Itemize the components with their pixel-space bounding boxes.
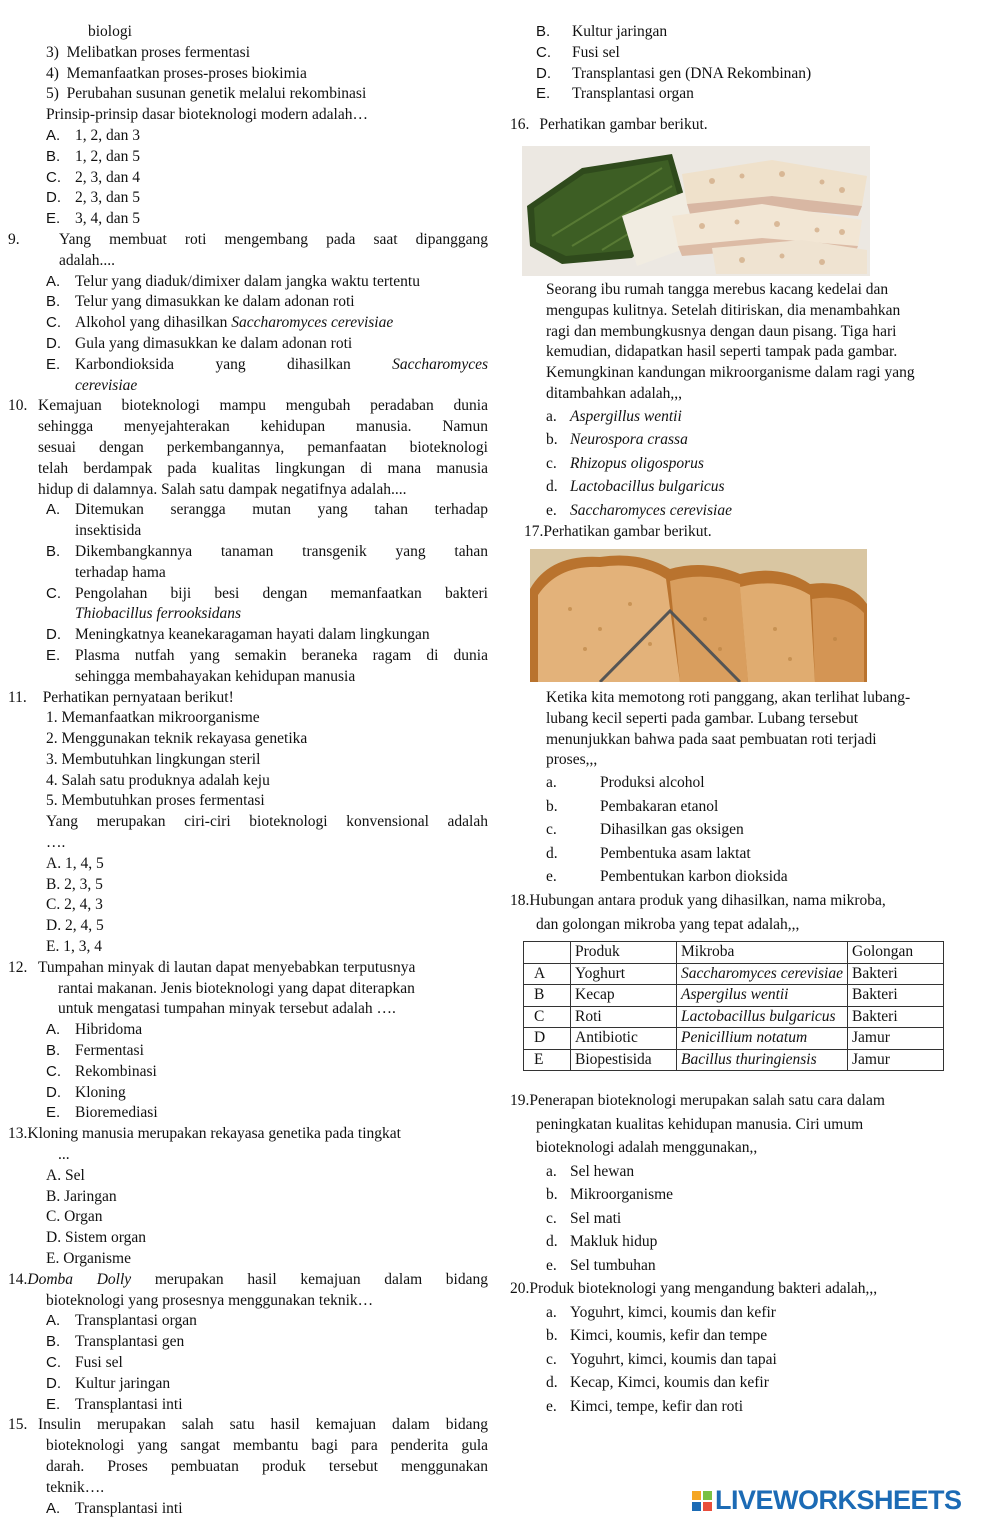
- q9-option-b[interactable]: [8, 292, 490, 313]
- q19-option-c[interactable]: [510, 1207, 980, 1231]
- table-cell: Antibiotic: [571, 1028, 677, 1050]
- table-row[interactable]: [524, 985, 944, 1007]
- q19-option-a[interactable]: [510, 1160, 980, 1184]
- option-letter: c.: [546, 821, 557, 839]
- q14-line: merupakan hasil kemajuan dalam bidang: [131, 1270, 488, 1288]
- option-species: cerevisiae: [75, 376, 138, 394]
- option-letter: B.: [46, 147, 61, 165]
- option-letter: A.: [46, 1021, 61, 1039]
- q8-item: 3) Melibatkan proses fermentasi: [46, 43, 251, 61]
- q10-line: hidup di dalamnya. Salah satu dampak negatifnya adalah....: [38, 480, 407, 498]
- q12-option-a[interactable]: [8, 1020, 490, 1041]
- q8-option-c[interactable]: [8, 168, 490, 189]
- q14-option-a[interactable]: [8, 1311, 490, 1332]
- option-letter: D.: [46, 1083, 61, 1101]
- q13-option[interactable]: A. Sel: [46, 1166, 85, 1184]
- q15-option-e[interactable]: [510, 84, 980, 105]
- q15-line: darah. Proses pembuatan produk tersebut menggunakan: [46, 1457, 488, 1475]
- option-letter: B.: [46, 293, 61, 311]
- option-letter: B.: [46, 542, 61, 560]
- table-cell: Jamur: [848, 1049, 944, 1071]
- q16-line: Seorang ibu rumah tangga merebus kacang kedelai dan: [546, 280, 889, 298]
- q11-option[interactable]: A. 1, 4, 5: [46, 854, 104, 872]
- q10-line: sesuai dengan perkembangannya, pemanfaatan bioteknologi: [38, 438, 488, 456]
- option-letter: b.: [546, 431, 558, 449]
- option-text: Pembentuka asam laktat: [600, 844, 751, 862]
- q10-line: Kemajuan bioteknologi mampu mengubah peradaban dunia: [38, 397, 488, 415]
- q9-line: Yang membuat roti mengembang pada saat dipanggang: [59, 230, 488, 248]
- q13-stem: [8, 1124, 490, 1145]
- q17-option-a[interactable]: [510, 771, 980, 795]
- q16-line: ragi dan membungkusnya dengan daun pisang. Tiga hari: [546, 322, 897, 340]
- option-letter: a.: [546, 774, 557, 792]
- option-letter: A.: [46, 1312, 61, 1330]
- option-text: Kimci, koumis, kefir dan tempe: [570, 1327, 768, 1345]
- option-text: Sel hewan: [570, 1162, 635, 1180]
- q8-option-d[interactable]: [8, 188, 490, 209]
- table-row[interactable]: [524, 963, 944, 985]
- option-species: Saccharomyces cerevisiae: [231, 314, 394, 332]
- q15-option-b[interactable]: [510, 22, 980, 43]
- q18-stem: [510, 891, 980, 912]
- option-letter: c.: [546, 1209, 557, 1227]
- option-letter: D.: [46, 189, 61, 207]
- table-cell-species: Bacillus thuringiensis: [681, 1050, 817, 1068]
- option-letter: a.: [546, 1303, 557, 1321]
- option-letter: D.: [46, 334, 61, 352]
- q8-option-e[interactable]: [8, 209, 490, 230]
- table-cell: C: [524, 1006, 571, 1028]
- question-number: 16.: [510, 116, 530, 134]
- q9-stem: [8, 230, 490, 251]
- option-letter: A.: [46, 1499, 61, 1517]
- option-letter: d.: [546, 1233, 558, 1251]
- q8-option-b[interactable]: [8, 147, 490, 168]
- q11-statement: 3. Membutuhkan lingkungan steril: [46, 750, 261, 768]
- option-text: Dikembangkannya tanaman transgenik yang tahan: [75, 542, 488, 560]
- toast-illustration: [530, 549, 867, 682]
- q8-cont: biologi: [88, 23, 132, 40]
- table-header: Golongan: [848, 942, 944, 964]
- q9-option-a[interactable]: [8, 272, 490, 293]
- table-cell: Roti: [571, 1006, 677, 1028]
- option-text: Dihasilkan gas oksigen: [600, 821, 744, 839]
- q14-option-d[interactable]: [8, 1374, 490, 1395]
- option-text: insektisida: [75, 522, 142, 540]
- option-text: Kloning: [75, 1083, 126, 1101]
- q16-option-d[interactable]: [510, 475, 980, 499]
- q11-option[interactable]: B. 2, 3, 5: [46, 875, 103, 893]
- option-text: Meningkatnya keanekaragaman hayati dalam lingkungan: [75, 626, 430, 644]
- q15-option-d[interactable]: [510, 64, 980, 85]
- option-text: Sel tumbuhan: [570, 1256, 656, 1274]
- option-letter: C.: [536, 43, 551, 61]
- q11-statement: 4. Salah satu produknya adalah keju: [46, 771, 270, 789]
- table-row[interactable]: [524, 1049, 944, 1071]
- option-text: Hibridoma: [75, 1021, 143, 1039]
- q10-option-a[interactable]: [8, 500, 490, 542]
- table-cell: Jamur: [848, 1028, 944, 1050]
- q20-option-b[interactable]: [510, 1324, 980, 1348]
- table-cell: Bakteri: [848, 1006, 944, 1028]
- table-cell: A: [524, 963, 571, 985]
- option-letter: b.: [546, 1327, 558, 1345]
- q12-option-b[interactable]: [8, 1041, 490, 1062]
- option-text: Bioremediasi: [75, 1104, 158, 1122]
- q18-line: Hubungan antara produk yang dihasilkan, nama mikroba,: [529, 891, 886, 909]
- q11-title-text: Perhatikan pernyataan berikut!: [42, 688, 234, 706]
- question-number: 14.: [8, 1270, 28, 1288]
- option-letter: d.: [546, 478, 558, 496]
- q8-option-a[interactable]: [8, 126, 490, 147]
- option-text: Sel mati: [570, 1209, 622, 1227]
- q17-line: proses,,,: [546, 751, 598, 769]
- q17-option-c[interactable]: [510, 818, 980, 842]
- option-text: sehingga membahayakan kehidupan manusia: [75, 667, 356, 685]
- q13-line: ...: [58, 1146, 70, 1164]
- q17-text: [510, 688, 980, 771]
- q18-table: [523, 941, 944, 1071]
- option-letter: A.: [46, 272, 61, 290]
- option-text: terhadap hama: [75, 563, 166, 581]
- q20-option-c[interactable]: [510, 1348, 980, 1372]
- q20-option-d[interactable]: [510, 1371, 980, 1395]
- q16-title-text: Perhatikan gambar berikut.: [539, 116, 708, 134]
- option-letter: e.: [546, 1256, 557, 1274]
- q14-stem: [8, 1270, 490, 1291]
- q15-line: teknik….: [46, 1478, 105, 1496]
- table-header: Mikroba: [677, 942, 848, 964]
- option-letter: e.: [546, 868, 557, 886]
- option-letter: a.: [546, 1162, 557, 1180]
- table-row[interactable]: [524, 1006, 944, 1028]
- option-letter: D.: [46, 626, 61, 644]
- option-letter: D.: [46, 1374, 61, 1392]
- q14-species: Domba Dolly: [27, 1270, 132, 1288]
- option-species: Thiobacillus ferrooksidans: [75, 605, 242, 623]
- option-text: Telur yang diaduk/dimixer dalam jangka waktu tertentu: [75, 272, 420, 290]
- q19-option-e[interactable]: [510, 1254, 980, 1278]
- option-text: Transplantasi inti: [75, 1499, 183, 1517]
- option-text: Fusi sel: [572, 43, 620, 61]
- q20-stem: [510, 1277, 980, 1301]
- left-column: [8, 22, 490, 1519]
- logo-text: LIVEWORKSHEETS: [715, 1485, 962, 1515]
- table-cell-species: Aspergilus wentii: [681, 986, 789, 1004]
- q20-line: Produk bioteknologi yang mengandung bakteri adalah,,,: [529, 1280, 878, 1298]
- q11-option[interactable]: E. 1, 3, 4: [46, 938, 102, 956]
- q11-statement: 2. Menggunakan teknik rekayasa genetika: [46, 730, 308, 748]
- q8-item: 5) Perubahan susunan genetik melalui rekombinasi: [46, 85, 367, 103]
- q19-line: Penerapan bioteknologi merupakan salah satu cara dalam: [529, 1092, 885, 1110]
- option-letter: C.: [46, 314, 61, 332]
- table-cell: E: [524, 1049, 571, 1071]
- option-text: Pembakaran etanol: [600, 797, 719, 815]
- q8-stem: Prinsip-prinsip dasar bioteknologi modern adalah…: [46, 106, 368, 124]
- q12-option-e[interactable]: [8, 1103, 490, 1124]
- option-species: Saccharomyces cerevisiae: [570, 501, 732, 519]
- option-letter: c.: [546, 1350, 557, 1368]
- question-number: 17.: [524, 523, 544, 541]
- q15-line: bioteknologi yang sangat membantu bagi para penderita gula: [46, 1437, 488, 1455]
- option-letter: c.: [546, 454, 557, 472]
- question-number: 19.: [510, 1092, 530, 1110]
- option-text: Mikroorganisme: [570, 1186, 674, 1204]
- q17-option-b[interactable]: [510, 795, 980, 819]
- option-text: Karbondioksida yang dihasilkan: [75, 355, 351, 373]
- question-number: 15.: [8, 1416, 28, 1434]
- option-text: Kimci, tempe, kefir dan roti: [570, 1397, 744, 1415]
- question-number: 13.: [8, 1125, 28, 1143]
- option-letter: E.: [46, 1395, 61, 1413]
- option-text: 2, 3, dan 4: [75, 168, 141, 186]
- q16-title: [510, 115, 980, 136]
- option-letter: D.: [536, 64, 551, 82]
- option-species: Neurospora crassa: [570, 431, 688, 449]
- q16-line: ditambahkan adalah,,,: [546, 384, 683, 402]
- table-cell-species: Penicillium notatum: [681, 1029, 808, 1047]
- option-text: Transplantasi organ: [75, 1312, 197, 1330]
- option-text: Fermentasi: [75, 1042, 144, 1060]
- table-header: [524, 942, 571, 964]
- option-text: 1, 2, dan 3: [75, 126, 141, 144]
- option-text: Kultur jaringan: [75, 1374, 171, 1392]
- q17-option-e[interactable]: [510, 865, 980, 889]
- q16-option-a[interactable]: [510, 405, 980, 429]
- option-species: Lactobacillus bulgaricus: [570, 478, 725, 496]
- option-text: Alkohol yang dihasilkan: [75, 314, 232, 332]
- option-text: Pembentukan karbon dioksida: [600, 868, 788, 886]
- q16-line: mengupas kulitnya. Setelah ditiriskan, dia menambahkan: [546, 301, 901, 319]
- option-letter: E.: [46, 1104, 61, 1122]
- table-cell: D: [524, 1028, 571, 1050]
- q17-line: lubang kecil seperti pada gambar. Lubang tersebut: [546, 709, 859, 727]
- question-number: 9.: [8, 230, 20, 248]
- option-text: Rekombinasi: [75, 1062, 157, 1080]
- table-cell-species: Lactobacillus bulgaricus: [681, 1007, 836, 1025]
- option-species: Saccharomyces: [392, 355, 488, 373]
- q12-option-c[interactable]: [8, 1062, 490, 1083]
- logo-grid-icon: [692, 1491, 712, 1511]
- option-species: Rhizopus oligosporus: [570, 454, 704, 472]
- question-number: 12.: [8, 958, 28, 976]
- q19-line: bioteknologi adalah menggunakan,,: [536, 1139, 758, 1157]
- option-letter: E.: [46, 355, 61, 373]
- q15-line: Insulin merupakan salah satu hasil kemajuan dalam bidang: [38, 1416, 488, 1434]
- table-cell: Kecap: [571, 985, 677, 1007]
- option-letter: a.: [546, 407, 557, 425]
- option-text: Kultur jaringan: [572, 23, 668, 40]
- q19-stem: [510, 1089, 980, 1160]
- tempeh-photo: [522, 146, 870, 276]
- q16-option-c[interactable]: [510, 452, 980, 476]
- q11-title: [8, 688, 490, 709]
- q14-option-b[interactable]: [8, 1332, 490, 1353]
- q13-option[interactable]: D. Sistem organ: [46, 1229, 147, 1247]
- option-text: Makluk hidup: [570, 1233, 658, 1251]
- q11-stem: ….: [46, 834, 66, 852]
- q11-stem: Yang merupakan ciri-ciri bioteknologi konvensional adalah: [46, 813, 488, 831]
- option-text: Fusi sel: [75, 1354, 123, 1371]
- q17-option-d[interactable]: [510, 842, 980, 866]
- q16-option-e[interactable]: [510, 499, 980, 523]
- q12-option-d[interactable]: [8, 1083, 490, 1104]
- option-text: Kecap, Kimci, koumis dan kefir: [570, 1374, 769, 1392]
- option-text: Produksi alcohol: [600, 774, 705, 792]
- q11-option[interactable]: D. 2, 4, 5: [46, 917, 104, 935]
- q14-line: bioteknologi yang prosesnya menggunakan teknik…: [46, 1291, 374, 1309]
- q14-option-e[interactable]: [8, 1395, 490, 1416]
- question-number: 11.: [8, 688, 27, 706]
- option-text: 3, 4, dan 5: [75, 210, 141, 228]
- option-text: 1, 2, dan 5: [75, 147, 141, 165]
- q14-option-c[interactable]: [8, 1353, 490, 1374]
- q20-option-a[interactable]: [510, 1301, 980, 1325]
- tempeh-illustration: [522, 146, 870, 276]
- q10-option-d[interactable]: [8, 625, 490, 646]
- table-cell: Biopestisida: [571, 1049, 677, 1071]
- table-row[interactable]: [524, 1028, 944, 1050]
- option-letter: A.: [46, 126, 61, 144]
- q20-option-e[interactable]: [510, 1395, 980, 1419]
- table-cell: Bakteri: [848, 963, 944, 985]
- q18-line: dan golongan mikroba yang tepat adalah,,,: [536, 915, 800, 933]
- q15-option-a[interactable]: [8, 1499, 490, 1520]
- option-text: Yoguhrt, kimci, koumis dan tapai: [570, 1350, 777, 1368]
- option-letter: e.: [546, 1397, 557, 1415]
- q12-line: rantai makanan. Jenis bioteknologi yang dapat diterapkan: [58, 979, 415, 997]
- q13-option[interactable]: B. Jaringan: [46, 1187, 117, 1205]
- option-letter: d.: [546, 844, 558, 862]
- q9-line: adalah....: [59, 251, 115, 269]
- right-column: [510, 22, 980, 1418]
- option-species: Aspergillus wentii: [570, 407, 682, 425]
- option-text: Plasma nutfah yang semakin beraneka ragam di dunia: [75, 646, 488, 664]
- option-text: Telur yang dimasukkan ke dalam adonan roti: [75, 293, 355, 311]
- option-text: Ditemukan serangga mutan yang tahan terhadap: [75, 501, 488, 519]
- option-text: Yoguhrt, kimci, koumis dan kefir: [570, 1303, 776, 1321]
- option-letter: C.: [46, 1062, 61, 1080]
- question-number: 18.: [510, 891, 530, 909]
- q10-stem: [8, 396, 490, 500]
- q16-text: [510, 280, 980, 405]
- question-number: 10.: [8, 397, 28, 415]
- option-letter: B.: [46, 1042, 61, 1060]
- option-letter: B.: [46, 1333, 61, 1351]
- q10-line: telah berdampak pada kualitas lingkungan di mana manusia: [38, 459, 488, 477]
- table-cell-species: Saccharomyces cerevisiae: [681, 964, 843, 982]
- table-cell: Yoghurt: [571, 963, 677, 985]
- q11-option[interactable]: C. 2, 4, 3: [46, 896, 103, 914]
- q13-line: Kloning manusia merupakan rekayasa genetika pada tingkat: [27, 1125, 401, 1143]
- q9-option-e[interactable]: [8, 355, 490, 397]
- option-letter: b.: [546, 797, 558, 815]
- table-cell: Bakteri: [848, 985, 944, 1007]
- q12-line: untuk mengatasi tumpahan minyak tersebut adalah ….: [58, 1000, 396, 1018]
- q16-line: kemudian, didapatkan hasil seperti tampak pada gambar.: [546, 343, 898, 361]
- option-text: Transplantasi organ: [572, 85, 694, 103]
- question-number: 20.: [510, 1280, 530, 1298]
- option-letter: e.: [546, 501, 557, 519]
- option-letter: d.: [546, 1374, 558, 1392]
- option-letter: C.: [46, 168, 61, 186]
- q12-stem: [8, 958, 490, 1020]
- option-letter: A.: [46, 501, 61, 519]
- q19-option-d[interactable]: [510, 1230, 980, 1254]
- q13-option[interactable]: E. Organisme: [46, 1250, 131, 1268]
- table-header: Produk: [571, 942, 677, 964]
- q8-item: 4) Memanfaatkan proses-proses biokimia: [46, 64, 307, 82]
- q10-option-c[interactable]: [8, 584, 490, 626]
- q10-line: sehingga menyejahterakan kehidupan manusia. Namun: [38, 418, 488, 436]
- q9-option-c[interactable]: [8, 313, 490, 334]
- table-header-row: [524, 942, 944, 964]
- table-cell: B: [524, 985, 571, 1007]
- option-letter: C.: [46, 1354, 61, 1371]
- q15-stem: [8, 1415, 490, 1498]
- q17-title-text: Perhatikan gambar berikut.: [543, 523, 712, 541]
- q17-line: menunjukkan bahwa pada saat pembuatan roti terjadi: [546, 730, 877, 748]
- option-letter: E.: [536, 85, 551, 103]
- toast-photo: [530, 549, 867, 682]
- option-letter: C.: [46, 584, 61, 602]
- q19-option-b[interactable]: [510, 1183, 980, 1207]
- q19-line: peningkatan kualitas kehidupan manusia. Ciri umum: [536, 1115, 864, 1133]
- q10-option-b[interactable]: [8, 542, 490, 584]
- q15-option-c[interactable]: [510, 43, 980, 64]
- q17-title: [510, 522, 980, 543]
- q11-statement: 5. Membutuhkan proses fermentasi: [46, 792, 265, 810]
- option-text: Pengolahan biji besi dengan memanfaatkan bakteri: [75, 584, 488, 602]
- option-text: Transplantasi gen: [75, 1333, 185, 1351]
- option-text: Transplantasi gen (DNA Rekombinan): [572, 64, 812, 82]
- option-text: Gula yang dimasukkan ke dalam adonan roti: [75, 334, 353, 352]
- q17-line: Ketika kita memotong roti panggang, akan terlihat lubang-: [546, 689, 911, 707]
- liveworksheets-logo[interactable]: [692, 1485, 962, 1515]
- option-text: Transplantasi inti: [75, 1395, 183, 1413]
- q9-option-d[interactable]: [8, 334, 490, 355]
- q16-line: Kemungkinan kandungan mikroorganisme dalam ragi yang: [546, 364, 915, 382]
- option-letter: E.: [46, 646, 61, 664]
- q12-line: Tumpahan minyak di lautan dapat menyebabkan terputusnya: [38, 958, 416, 976]
- option-letter: b.: [546, 1186, 558, 1204]
- q16-option-b[interactable]: [510, 428, 980, 452]
- q13-option[interactable]: C. Organ: [46, 1208, 103, 1226]
- option-letter: B.: [536, 23, 551, 40]
- option-text: 2, 3, dan 5: [75, 189, 141, 207]
- q10-option-e[interactable]: [8, 646, 490, 688]
- option-letter: E.: [46, 210, 61, 228]
- q11-statement: 1. Memanfaatkan mikroorganisme: [46, 709, 260, 727]
